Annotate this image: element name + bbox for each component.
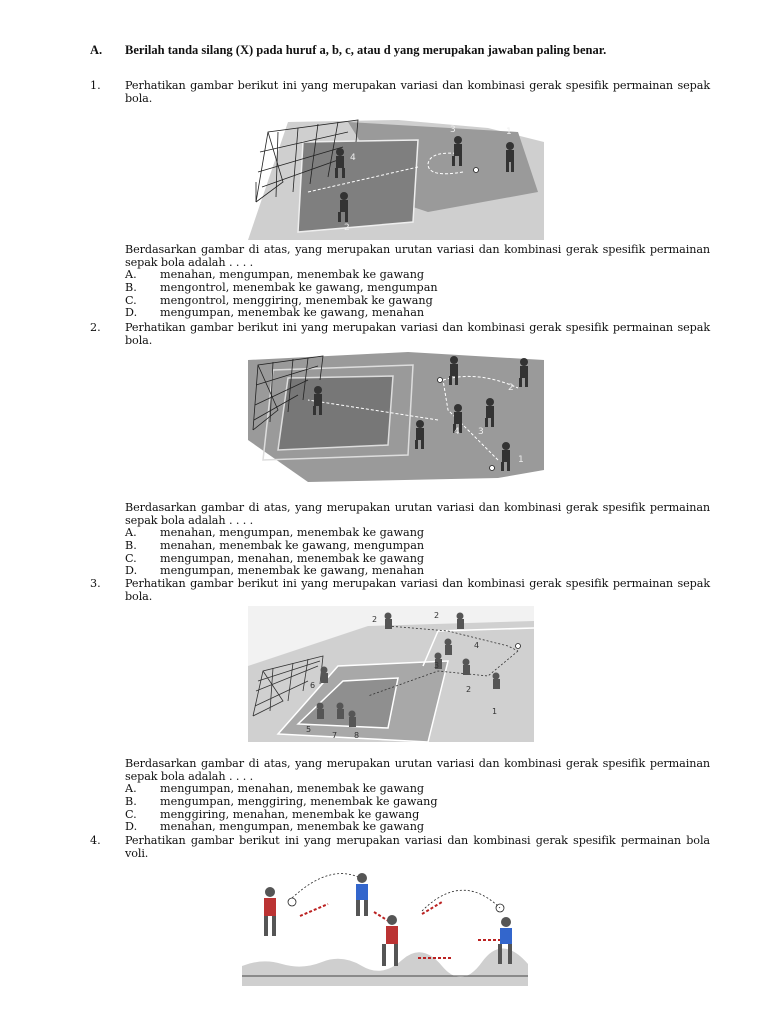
question-1-answers <box>125 244 710 320</box>
figure-label: 5 <box>306 725 312 734</box>
question-number: 3. <box>90 577 101 590</box>
question-3 <box>90 578 710 603</box>
option-text: mengumpan, menahan, menembak ke gawang <box>160 782 425 796</box>
question-1 <box>90 80 710 105</box>
option-letter: C. <box>125 293 137 307</box>
figure-volleyball <box>242 866 528 986</box>
figure-label: 3 <box>434 661 440 670</box>
question-stem: Perhatikan gambar berikut ini yang merupakan variasi dan kombinasi gerak spesifik permainan sepak bola. <box>125 79 710 105</box>
option-letter: D. <box>125 820 138 834</box>
figure-soccer-1 <box>248 112 544 240</box>
section-letter: A. <box>90 43 103 57</box>
option-letter: B. <box>125 281 137 295</box>
option-letter: A. <box>125 526 137 540</box>
question-stem: Perhatikan gambar berikut ini yang merupakan variasi dan kombinasi gerak spesifik permainan sepak bola. <box>125 321 710 347</box>
answer-option-b[interactable] <box>125 796 710 809</box>
figure-label: 4 <box>454 427 460 437</box>
option-text: mengumpan, menembak ke gawang, menahan <box>160 306 425 320</box>
question-4 <box>90 835 710 860</box>
option-text: menahan, mengumpan, menembak ke gawang <box>160 268 425 282</box>
option-text: mengumpan, menahan, menembak ke gawang <box>160 551 425 565</box>
figure-label: 4 <box>350 153 356 163</box>
option-letter: C. <box>125 551 137 565</box>
answer-option-d[interactable] <box>125 821 710 834</box>
question-number: 1. <box>90 79 101 92</box>
figure-soccer-3 <box>248 606 534 742</box>
figure-label: 3 <box>478 427 484 437</box>
question-prompt: Berdasarkan gambar di atas, yang merupakan urutan variasi dan kombinasi gerak spesifik permainan sepak bola adalah . . . . <box>125 757 710 783</box>
section-instruction: Berilah tanda silang (X) pada huruf a, b, c, atau d yang merupakan jawaban paling benar. <box>125 43 607 57</box>
figure-label: 1 <box>492 707 498 716</box>
figure-label: 1 <box>518 455 524 465</box>
figure-label: 2 <box>372 615 378 624</box>
question-number: 4. <box>90 834 101 847</box>
option-letter: B. <box>125 539 137 553</box>
option-text: menahan, mengumpan, menembak ke gawang <box>160 526 425 540</box>
figure-label: 1 <box>506 127 512 137</box>
option-text: mengumpan, menembak ke gawang, menahan <box>160 564 425 578</box>
question-number: 2. <box>90 321 101 334</box>
option-letter: D. <box>125 306 138 320</box>
option-text: mengumpan, menggiring, menembak ke gawang <box>160 795 438 809</box>
figure-label: 2 <box>344 223 350 233</box>
figure-label: 8 <box>354 731 360 740</box>
question-stem: Perhatikan gambar berikut ini yang merupakan variasi dan kombinasi gerak spesifik permainan sepak bola. <box>125 577 710 603</box>
figure-soccer-2 <box>248 350 544 486</box>
option-text: menahan, mengumpan, menembak ke gawang <box>160 820 425 834</box>
figure-label: 6 <box>310 681 316 690</box>
figure-label: 4 <box>474 641 480 650</box>
answer-option-b[interactable] <box>125 282 710 295</box>
option-letter: C. <box>125 807 137 821</box>
answer-option-b[interactable] <box>125 540 710 553</box>
question-prompt: Berdasarkan gambar di atas, yang merupakan urutan variasi dan kombinasi gerak spesifik permainan sepak bola adalah . . . . <box>125 243 710 269</box>
option-letter: D. <box>125 564 138 578</box>
option-text: mengontrol, menembak ke gawang, mengumpan <box>160 281 438 295</box>
question-stem: Perhatikan gambar berikut ini yang merupakan variasi dan kombinasi gerak spesifik permainan bola voli. <box>125 834 710 860</box>
figure-label: 2 <box>466 685 472 694</box>
option-text: mengontrol, menggiring, menembak ke gawang <box>160 293 433 307</box>
figure-label: 2 <box>508 383 514 393</box>
option-letter: A. <box>125 268 137 282</box>
question-2 <box>90 322 710 347</box>
answer-option-d[interactable] <box>125 307 710 320</box>
option-letter: B. <box>125 795 137 809</box>
question-3-answers <box>125 758 710 834</box>
option-text: menggiring, menahan, menembak ke gawang <box>160 807 420 821</box>
option-text: menahan, menembak ke gawang, mengumpan <box>160 539 425 553</box>
option-letter: A. <box>125 782 137 796</box>
figure-label: 2 <box>434 611 440 620</box>
question-2-answers <box>125 502 710 578</box>
question-prompt: Berdasarkan gambar di atas, yang merupakan urutan variasi dan kombinasi gerak spesifik permainan sepak bola adalah . . . . <box>125 501 710 527</box>
figure-label: 7 <box>332 731 338 740</box>
figure-label: 3 <box>450 125 456 135</box>
